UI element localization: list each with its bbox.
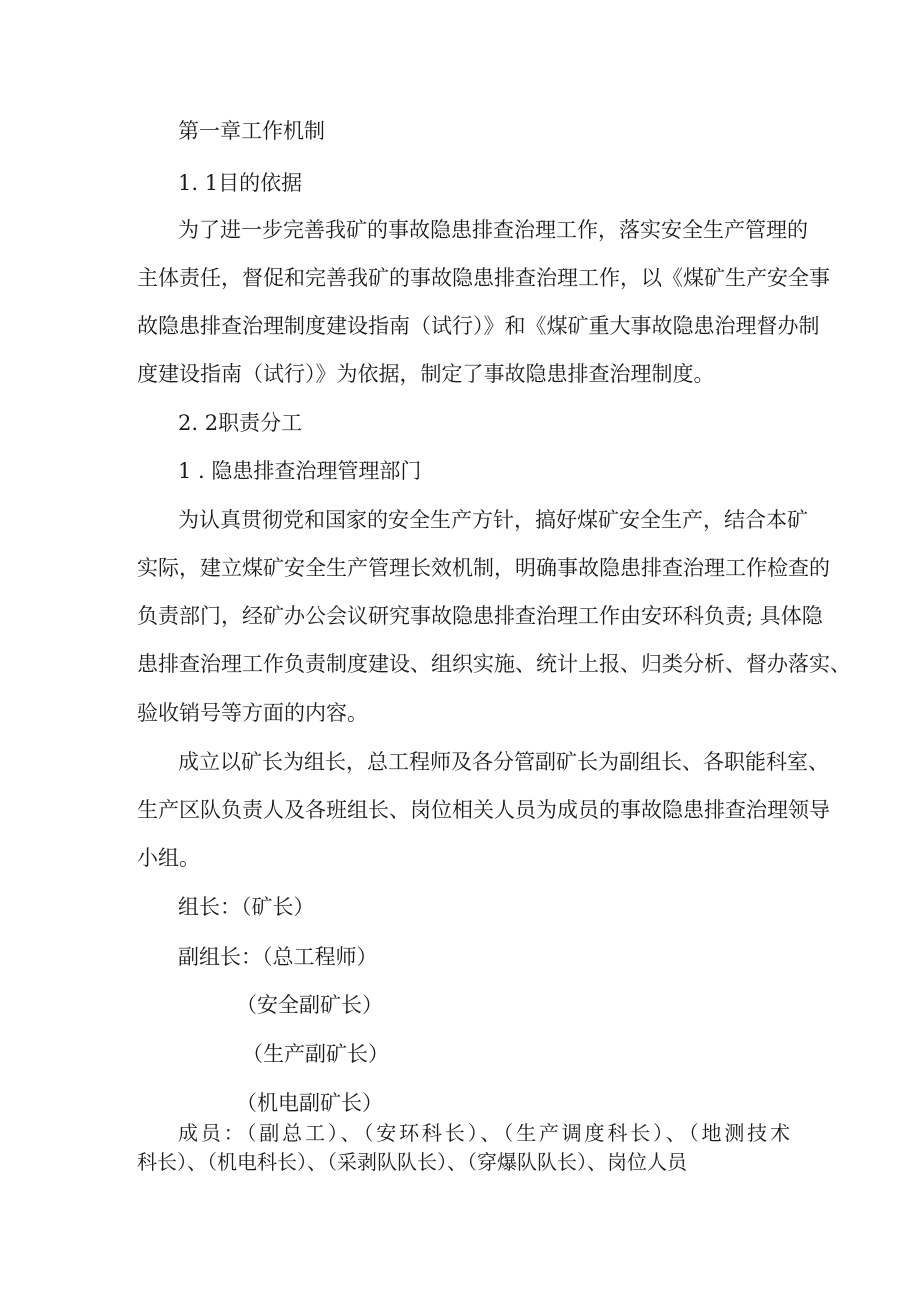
para-3-line-2: 生产区队负责人及各班组长、岗位相关人员为成员的事故隐患排查治理领导: [137, 798, 830, 822]
leader-line: 组长：（矿长）: [178, 895, 315, 919]
para-3-line-3: 小组。: [137, 846, 200, 870]
para-2-line-3: 负责部门，经矿办公会议研究事故隐患排查治理工作由安环科负责; 具体隐: [137, 604, 823, 628]
para-1-line-2: 主体责任，督促和完善我矿的事故隐患排查治理工作，以《煤矿生产安全事: [137, 266, 830, 290]
para-2-line-5: 验收销号等方面的内容。: [137, 701, 368, 725]
para-2-line-2: 实际，建立煤矿安全生产管理长效机制，明确事故隐患排查治理工作检查的: [137, 556, 830, 580]
subsection-1-title: 1 . 隐患排查治理管理部门: [178, 459, 422, 483]
para-1-line-1: 为了进一步完善我矿的事故隐患排查治理工作，落实安全生产管理的: [178, 218, 808, 242]
section-1-title: 1. 1目的依据: [178, 171, 303, 195]
para-3-line-1: 成立以矿长为组长，总工程师及各分管副矿长为副组长、各职能科室、: [178, 750, 829, 774]
chapter-title: 第一章工作机制: [178, 119, 325, 143]
deputy-leader-line: 副组长：（总工程师）: [178, 945, 378, 969]
deputy-3-line: （生产副矿长）: [242, 1042, 389, 1066]
para-2-line-1: 为认真贯彻党和国家的安全生产方针，搞好煤矿安全生产，结合本矿: [178, 508, 808, 532]
deputy-4-line: （机电副矿长）: [236, 1091, 383, 1115]
section-2-title: 2. 2职责分工: [178, 411, 303, 435]
members-line-2: 科长）、（机电科长）、（采剥队队长）、（穿爆队队长）、岗位人员: [137, 1150, 687, 1174]
para-1-line-3: 故隐患排查治理制度建设指南（试行）》和《煤矿重大事故隐患治理督办制: [137, 314, 820, 338]
members-line-1: 成员：（副总工）、（安环科长）、（生产调度科长）、（地测技术: [178, 1121, 790, 1145]
deputy-2-line: （安全副矿长）: [236, 993, 383, 1017]
para-1-line-4: 度建设指南（试行）》为依据，制定了事故隐患排查治理制度。: [137, 362, 715, 386]
para-2-line-4: 患排查治理工作负责制度建设、组织实施、统计上报、归类分析、督办落实、: [137, 652, 851, 676]
